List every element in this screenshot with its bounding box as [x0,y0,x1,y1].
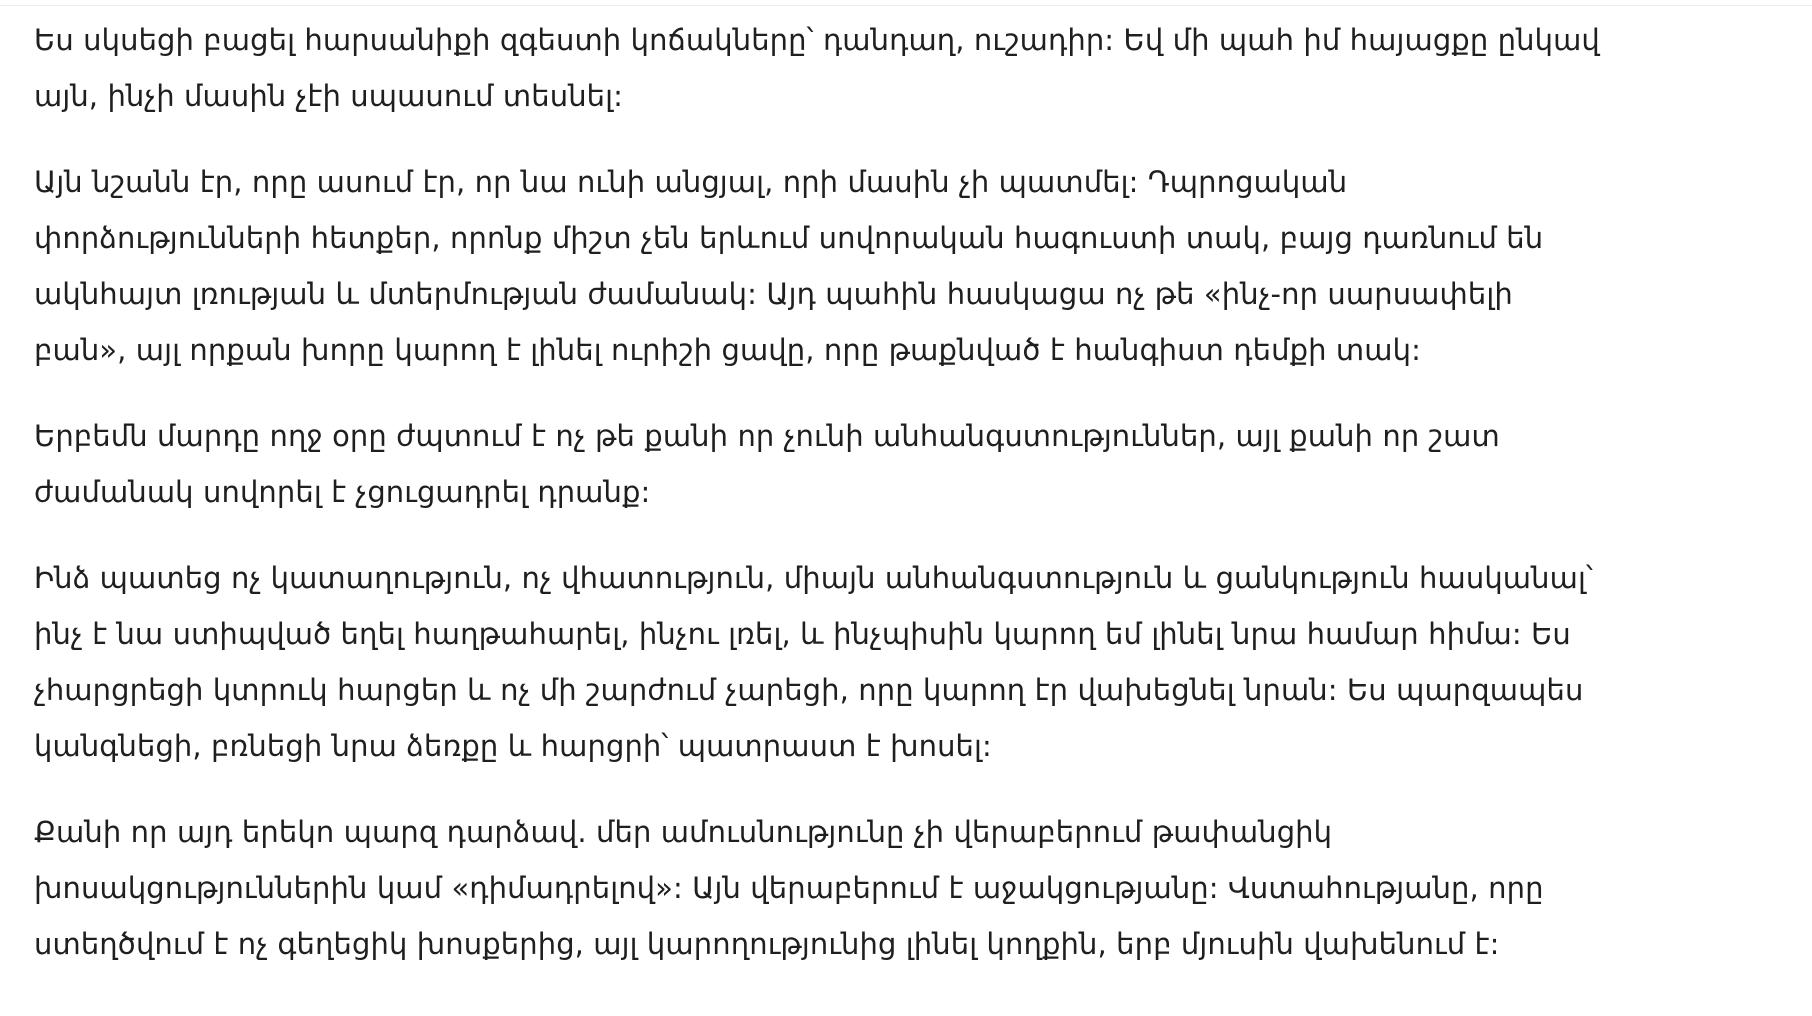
paragraph-line: Ինձ պատեց ոչ կատաղություն, ոչ վհատություն, միայն անհանգստություն և ցանկություն հասկանալ՝ [34,561,1593,595]
paragraph-line: խոսակցություններին կամ «դիմադրելով»: Այն վերաբերում է աջակցությանը: Վստահությանը, որը [34,871,1544,905]
paragraph-line: Ես սկսեցի բացել հարսանիքի զգեստի կոճակները՝ դանդաղ, ուշադիր: Եվ մի պահ իմ հայացքը ընկավ [34,23,1600,57]
article-body [34,12,1600,1002]
paragraph-4 [34,550,1594,774]
paragraph-1 [34,12,1600,124]
paragraph-line: Երբեմն մարդը ողջ օրը ժպտում է ոչ թե քանի որ չունի անհանգստություններ, այլ քանի որ շատ [34,419,1500,453]
paragraph-line: ստեղծվում է ոչ գեղեցիկ խոսքերից, այլ կարողությունից լինել կողքին, երբ մյուսին վախենում է: [34,927,1500,961]
paragraph-line: Քանի որ այդ երեկո պարզ դարձավ. մեր ամուսնությունը չի վերաբերում թափանցիկ [34,815,1333,849]
paragraph-2 [34,154,1594,378]
paragraph-line: ժամանակ սովորել է չցուցադրել դրանք: [34,475,651,509]
paragraph-line: ինչ է նա ստիպված եղել հաղթահարել, ինչու լռել, և ինչպիսին կարող եմ լինել նրա համար հիմա: Ես [34,617,1571,651]
paragraph-line: կանգնեցի, բռնեցի նրա ձեռքը և հարցրի՝ պատրաստ է խոսել: [34,729,992,763]
top-divider [0,0,1812,6]
paragraph-line: փորձությունների հետքեր, որոնք միշտ չեն երևում սովորական հագուստի տակ, բայց դառնում են [34,221,1544,255]
paragraph-5 [34,804,1594,972]
paragraph-3 [34,408,1594,520]
paragraph-line: այն, ինչի մասին չէի սպասում տեսնել: [34,79,623,113]
paragraph-line: ակնհայտ լռության և մտերմության ժամանակ: Այդ պահին հասկացա ոչ թե «ինչ-որ սարսափելի [34,277,1513,311]
paragraph-line: Այն նշանն էր, որը ասում էր, որ նա ունի անցյալ, որի մասին չի պատմել: Դպրոցական [34,165,1348,199]
paragraph-line: բան», այլ որքան խորը կարող է լինել ուրիշի ցավը, որը թաքնված է հանգիստ դեմքի տակ: [34,333,1421,367]
paragraph-line: չհարցրեցի կտրուկ հարցեր և ոչ մի շարժում չարեցի, որը կարող էր վախեցնել նրան: Ես պարզապես [34,673,1584,707]
